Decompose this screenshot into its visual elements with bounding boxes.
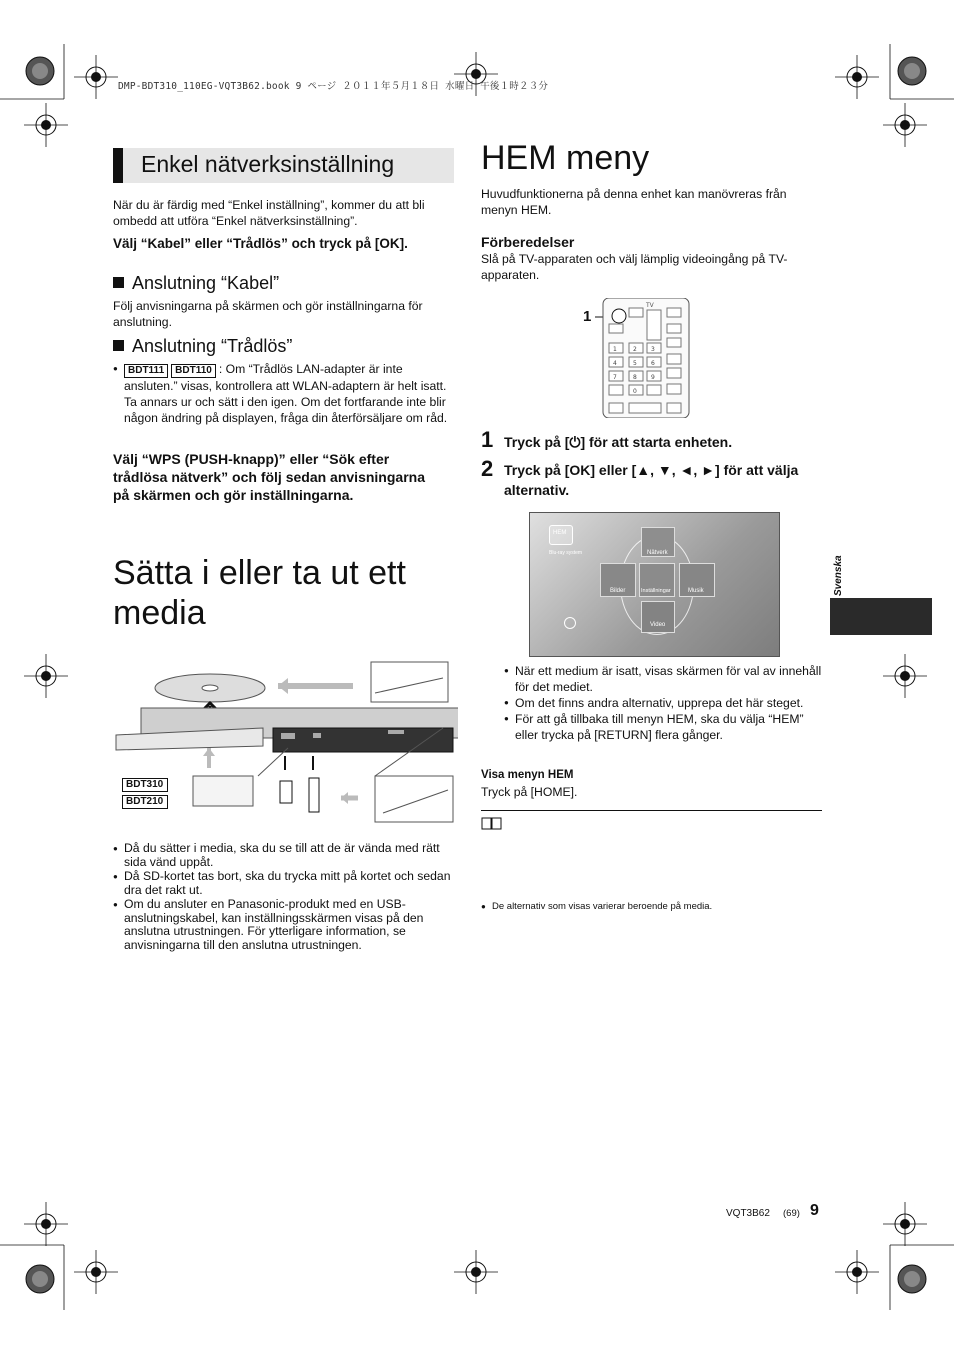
callout-1: 1 <box>583 308 592 325</box>
print-header: DMP-BDT310_110EG-VQT3B62.book 9 ページ ２０１１年５月１８日 水曜日 午後１時２３分 <box>118 81 549 92</box>
square-bullet-icon <box>113 340 124 351</box>
list-item: ● Då du sätter i media, ska du se till att de är vända med rätt sida vänd uppåt. <box>113 842 455 869</box>
media-heading: Sätta i eller ta ut ett media <box>113 554 406 632</box>
hem-intro: Huvudfunktionerna på denna enhet kan manövreras från menyn HEM. <box>481 187 787 217</box>
section-title: Enkel nätverksinställning <box>141 151 395 177</box>
svg-text:6: 6 <box>651 360 655 367</box>
svg-text:4: 4 <box>613 360 617 367</box>
model-tag: BDT210 <box>122 795 168 809</box>
note-text: ● De alternativ som visas varierar beroende på media. <box>481 901 954 913</box>
model-tag: BDT110 <box>171 364 216 378</box>
book-note-icon <box>481 817 503 831</box>
svg-text:0: 0 <box>633 388 637 395</box>
hem-badge: HEM <box>549 525 573 545</box>
svg-text:9: 9 <box>651 374 655 381</box>
step-2-text: Tryck på [OK] eller [▲, ▼, ◄, ►] för att välja alternativ. <box>504 462 799 498</box>
menu-item-bilder[interactable]: Bilder <box>600 563 636 597</box>
svg-text:2: 2 <box>633 346 637 353</box>
list-item: ● Då SD-kortet tas bort, ska du trycka mitt på kortet och sedan dra det rakt ut. <box>113 870 455 897</box>
hem-heading: HEM meny <box>481 139 650 177</box>
tradlos-bullet: ● BDT111 BDT110 : Om “Trådlös LAN-adapter är inte ansluten.” visas, kontrollera att WLAN-adaptern är helt isatt. Ta annars ur och sätt i den igen. Om det fortfarande inte blir någon ändring på displayen, fråga din återförsäljare om råd. <box>113 361 453 426</box>
reg-tl <box>0 44 118 147</box>
wps-instruction: Välj “WPS (PUSH-knapp)” eller “Sök efter trådlösa nätverk” och följ sedan anvisningarna på skärmen och gör inställningarna. <box>113 451 425 503</box>
svg-text:3: 3 <box>651 346 655 353</box>
page-number: 9 <box>810 1202 819 1219</box>
reg-mr <box>883 654 927 698</box>
menu-subtitle: Blu-ray system <box>549 550 583 556</box>
list-item: ● För att gå tillbaka till menyn HEM, ska du välja “HEM” eller trycka på [RETURN] flera gånger. <box>504 711 824 743</box>
svg-text:TV: TV <box>646 302 654 309</box>
menu-item-natverk[interactable]: Nätverk <box>641 527 675 557</box>
list-item: ● När ett medium är isatt, visas skärmen för val av innehåll för det mediet. <box>504 663 824 695</box>
svg-text:8: 8 <box>633 374 637 381</box>
footer-paren: (69) <box>783 1208 800 1219</box>
prep-text: Slå på TV-apparaten och välj lämplig videoingång på TV-apparaten. <box>481 252 788 282</box>
select-instruction: Välj “Kabel” eller “Trådlös” och tryck på [OK]. <box>113 236 408 251</box>
media-bullets <box>113 842 455 952</box>
step-1-number: 1 <box>481 427 494 452</box>
language-label: Svenska <box>833 555 844 596</box>
tradlos-heading: Anslutning “Trådlös” <box>113 336 292 357</box>
svg-text:1: 1 <box>613 346 617 353</box>
settings-gear-icon <box>564 617 576 629</box>
hem-bullets <box>504 663 824 743</box>
svg-text:5: 5 <box>633 360 637 367</box>
list-item: ● Om du ansluter en Panasonic-produkt med en USB-anslutningskabel, kan inställningsskärmen visas på den anslutna utrustningen. För ytterligare information, se anvisningarna till den anslutna utrustningen. <box>113 898 455 952</box>
home-menu-screen <box>529 512 780 657</box>
kabel-text: Följ anvisningarna på skärmen och gör inställningarna för anslutning. <box>113 299 423 329</box>
model-tag: BDT310 <box>122 778 168 792</box>
menu-item-installningar[interactable]: Inställningar <box>639 563 675 597</box>
reg-bc <box>454 1250 498 1294</box>
svg-text:7: 7 <box>613 374 617 381</box>
bdt-tags <box>122 778 171 809</box>
prep-heading: Förberedelser <box>481 234 575 250</box>
kabel-heading: Anslutning “Kabel” <box>113 273 279 294</box>
reg-tr <box>835 44 954 147</box>
model-tag: BDT111 <box>124 364 168 378</box>
visa-text: Tryck på [HOME]. <box>481 785 578 799</box>
step-1-text: Tryck på [⏻] för att starta enheten. <box>504 434 733 450</box>
list-item: ● Om det finns andra alternativ, upprepa det här steget. <box>504 695 824 711</box>
section-title-bar <box>113 148 454 183</box>
reg-bl <box>0 1202 118 1310</box>
step-2-number: 2 <box>481 456 494 481</box>
menu-item-video[interactable]: Video <box>641 601 675 633</box>
square-bullet-icon <box>113 277 124 288</box>
visa-heading: Visa menyn HEM <box>481 769 574 781</box>
reg-br <box>835 1202 954 1310</box>
footer-code: VQT3B62 <box>726 1208 770 1219</box>
intro-text: När du är färdig med “Enkel inställning”, kommer du att bli ombedd att utföra “Enkel nätverksinställning”. <box>113 198 425 228</box>
remote-illustration <box>595 298 695 418</box>
language-tab <box>830 598 932 635</box>
reg-ml <box>24 654 68 698</box>
note-divider <box>481 810 822 811</box>
menu-item-musik[interactable]: Musik <box>679 563 715 597</box>
